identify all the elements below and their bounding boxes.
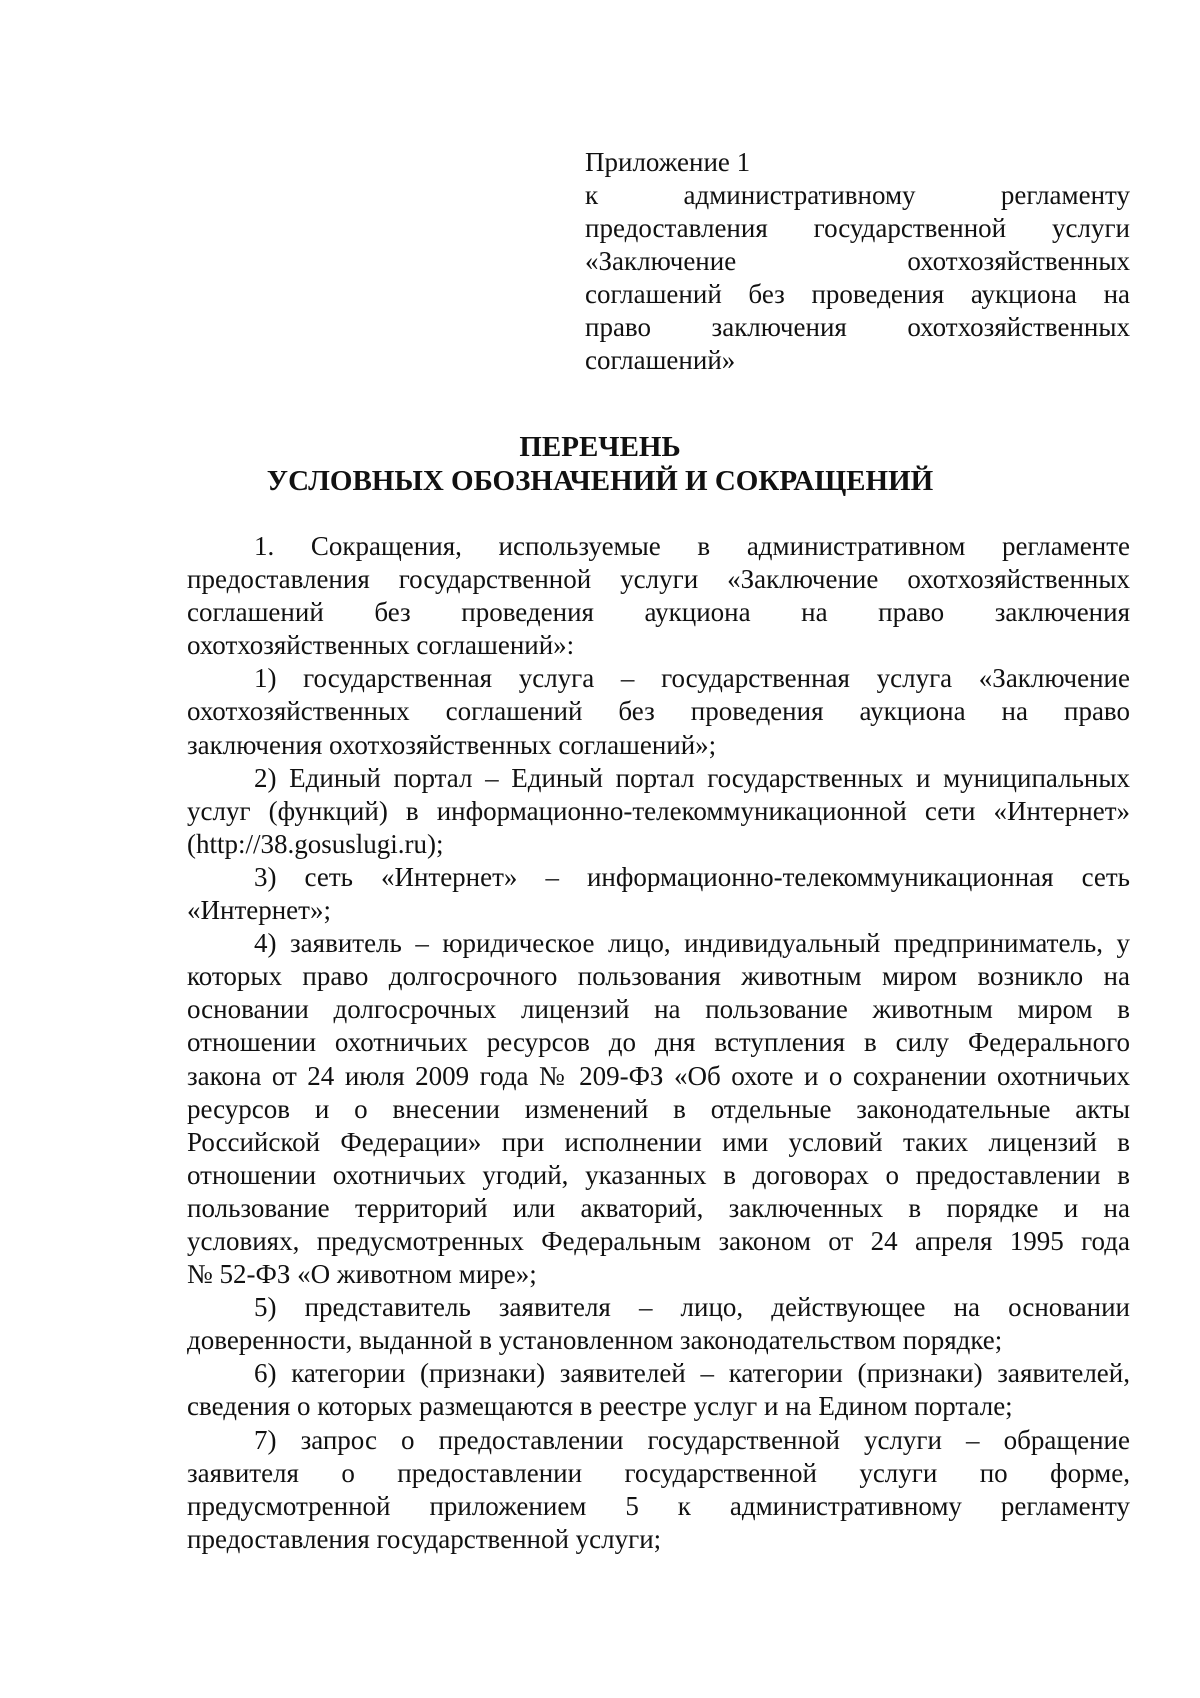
body-line: условиях, предусмотренных Федеральным законом от 24 апреля 1995 года bbox=[187, 1225, 1130, 1256]
body-line: закона от 24 июля 2009 года № 209-ФЗ «Об охоте и о сохранении охотничьих bbox=[187, 1060, 1130, 1091]
title-line-2: УСЛОВНЫХ ОБОЗНАЧЕНИЙ И СОКРАЩЕНИЙ bbox=[266, 465, 934, 497]
body-line: соглашений без проведения аукциона на право заключения bbox=[187, 597, 1130, 628]
body-line: заявителя о предоставлении государственной услуги по форме, bbox=[187, 1457, 1130, 1488]
title-line-1: ПЕРЕЧЕНЬ bbox=[519, 431, 681, 463]
body-line: отношении охотничьих ресурсов до дня вступления в силу Федерального bbox=[187, 1027, 1130, 1058]
appendix-line: право заключения охотхозяйственных bbox=[585, 312, 1130, 342]
body-line: охотхозяйственных соглашений без проведения аукциона на право bbox=[187, 696, 1130, 727]
body-line: ресурсов и о внесении изменений в отдельные законодательные акты bbox=[187, 1093, 1130, 1124]
body-line: 1. Сокращения, используемые в административном регламенте bbox=[254, 531, 1130, 561]
body-line: (http://38.gosuslugi.ru); bbox=[187, 828, 444, 859]
appendix-line: соглашений без проведения аукциона на bbox=[585, 279, 1130, 309]
body-line: 3) сеть «Интернет» – информационно-телекоммуникационная сеть bbox=[254, 861, 1130, 892]
body-line: предусмотренной приложением 5 к административному регламенту bbox=[187, 1490, 1130, 1521]
body-line: сведения о которых размещаются в реестре услуг и на Едином портале; bbox=[187, 1391, 1013, 1422]
body-line: 1) государственная услуга – государственная услуга «Заключение bbox=[254, 663, 1130, 694]
document-body bbox=[187, 530, 1130, 1556]
body-line: заключения охотхозяйственных соглашений»; bbox=[187, 729, 717, 760]
body-line: отношении охотничьих угодий, указанных в договорах о предоставлении в bbox=[187, 1159, 1130, 1190]
appendix-line: предоставления государственной услуги bbox=[585, 213, 1130, 243]
appendix-line: соглашений» bbox=[585, 345, 736, 375]
body-line: предоставления государственной услуги «Заключение охотхозяйственных bbox=[187, 564, 1130, 595]
body-line: № 52-ФЗ «О животном мире»; bbox=[187, 1259, 537, 1290]
body-line: 6) категории (признаки) заявителей – категории (признаки) заявителей, bbox=[254, 1358, 1130, 1389]
body-line: 5) представитель заявителя – лицо, действующее на основании bbox=[254, 1292, 1130, 1323]
body-line: которых право долгосрочного пользования животным миром возникло на bbox=[187, 961, 1130, 992]
body-line: 2) Единый портал – Единый портал государственных и муниципальных bbox=[254, 762, 1130, 793]
document-title bbox=[0, 430, 1200, 498]
body-line: пользование территорий или акваторий, заключенных в порядке и на bbox=[187, 1192, 1130, 1223]
body-line: 4) заявитель – юридическое лицо, индивидуальный предприниматель, у bbox=[254, 928, 1130, 959]
body-line: Российской Федерации» при исполнении ими условий таких лицензий в bbox=[187, 1126, 1130, 1157]
body-line: «Интернет»; bbox=[187, 895, 331, 926]
appendix-line: «Заключение охотхозяйственных bbox=[585, 246, 1130, 276]
appendix-line: к административному регламенту bbox=[585, 180, 1130, 210]
body-line: основании долгосрочных лицензий на пользование животным миром в bbox=[187, 994, 1130, 1025]
body-line: услуг (функций) в информационно-телекоммуникационной сети «Интернет» bbox=[187, 795, 1130, 826]
body-line: 7) запрос о предоставлении государственной услуги – обращение bbox=[254, 1424, 1130, 1455]
body-line: предоставления государственной услуги; bbox=[187, 1523, 662, 1554]
body-line: доверенности, выданной в установленном законодательством порядке; bbox=[187, 1325, 1003, 1356]
appendix-line: Приложение 1 bbox=[585, 147, 751, 177]
appendix-header bbox=[585, 146, 1130, 377]
body-line: охотхозяйственных соглашений»: bbox=[187, 630, 575, 661]
